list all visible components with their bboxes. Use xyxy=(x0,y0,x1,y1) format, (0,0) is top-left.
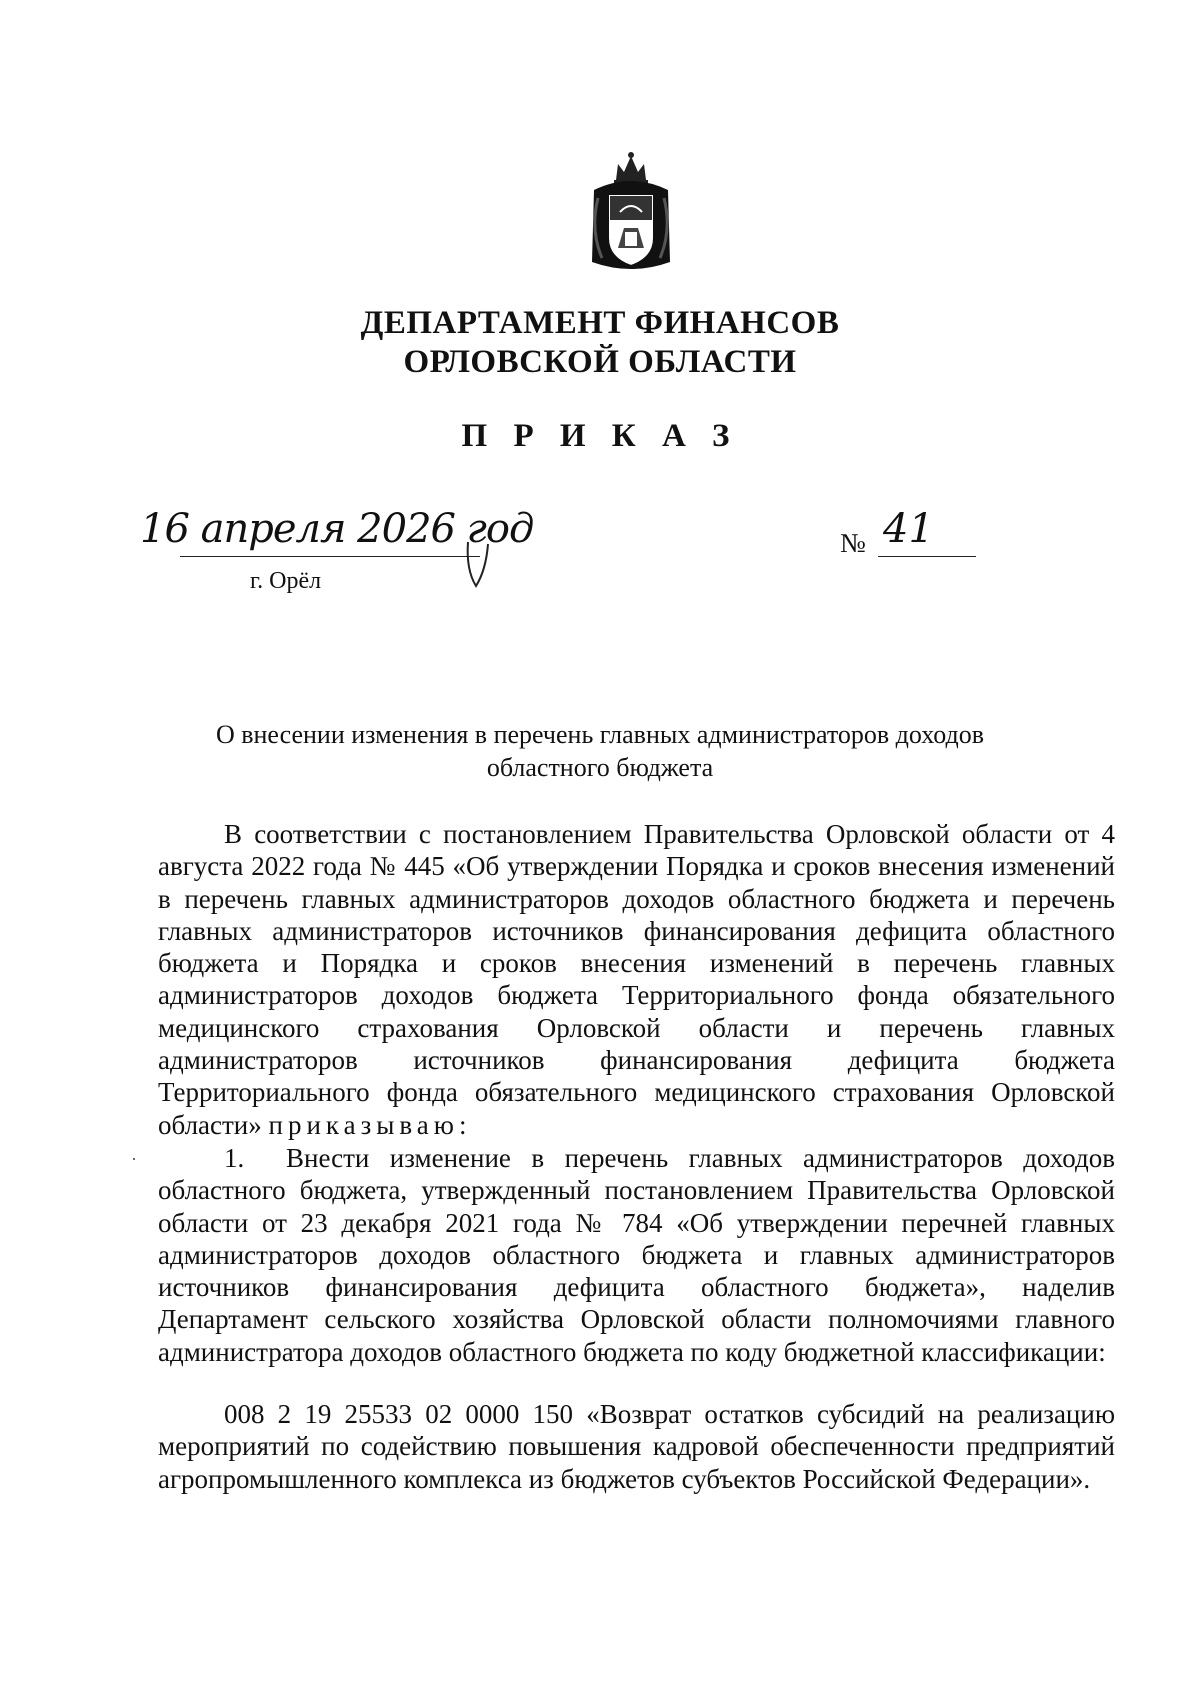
handwritten-document-number: 41 xyxy=(883,506,934,552)
preamble-text: В соответствии с постановлением Правительства Орловской области от 4 августа 2022 года № 445 «Об утверждении Порядка и сроков внесения изменений в перечень главных администраторов доходов областного бюджета и перечень главных администраторов источников финансирования дефицита областного бюджета и Порядка и сроков внесения изменений в перечень главных администраторов доходов бюджета Территориального фонда обязательного медицинского страхования Орловской области и перечень главных администраторов источников финансирования дефицита бюджета Территориального фонда обязательного медицинского страхования Орловской области» xyxy=(158,819,1115,1140)
preamble-paragraph xyxy=(158,818,1115,1141)
handwritten-date: 16 апреля 2026 год xyxy=(140,506,534,552)
number-underline xyxy=(878,556,976,557)
city-label: г. Орёл xyxy=(250,568,322,594)
date-underline xyxy=(180,556,480,557)
document-type-heading: П Р И К А З xyxy=(461,418,739,454)
budget-classification-text: 008 2 19 25533 02 0000 150 «Возврат остатков субсидий на реализацию мероприятий по содействию повышения кадровой обеспеченности предприятий агропромышленного комплекса из бюджетов субъектов Российской Федерации». xyxy=(158,1399,1115,1494)
item-1-number: 1. xyxy=(224,1143,245,1173)
handwriting-flourish xyxy=(462,540,492,592)
organization-name-line1: ДЕПАРТАМЕНТ ФИНАНСОВ xyxy=(360,305,840,341)
number-sign: № xyxy=(840,528,866,558)
scan-speck xyxy=(133,1158,135,1160)
item-1-text: Внести изменение в перечень главных администраторов доходов областного бюджета, утвержденный постановлением Правительства Орловской области от 23 декабря 2021 года № 784 «Об утверждении перечней главных администраторов доходов областного бюджета и главных администраторов источников финансирования дефицита областного бюджета», наделив Департамент сельского хозяйства Орловской области полномочиями главного администратора доходов областного бюджета по коду бюджетной классификации: xyxy=(158,1143,1115,1367)
organization-name-line2: ОРЛОВСКОЙ ОБЛАСТИ xyxy=(403,344,797,380)
budget-classification-paragraph xyxy=(158,1398,1115,1495)
item-1-paragraph xyxy=(158,1142,1115,1368)
document-title-line2: областного бюджета xyxy=(486,753,714,782)
order-word: приказываю: xyxy=(268,1109,472,1140)
document-title-line1: О внесении изменения в перечень главных администраторов доходов xyxy=(215,720,985,749)
coat-of-arms-icon xyxy=(588,150,674,276)
